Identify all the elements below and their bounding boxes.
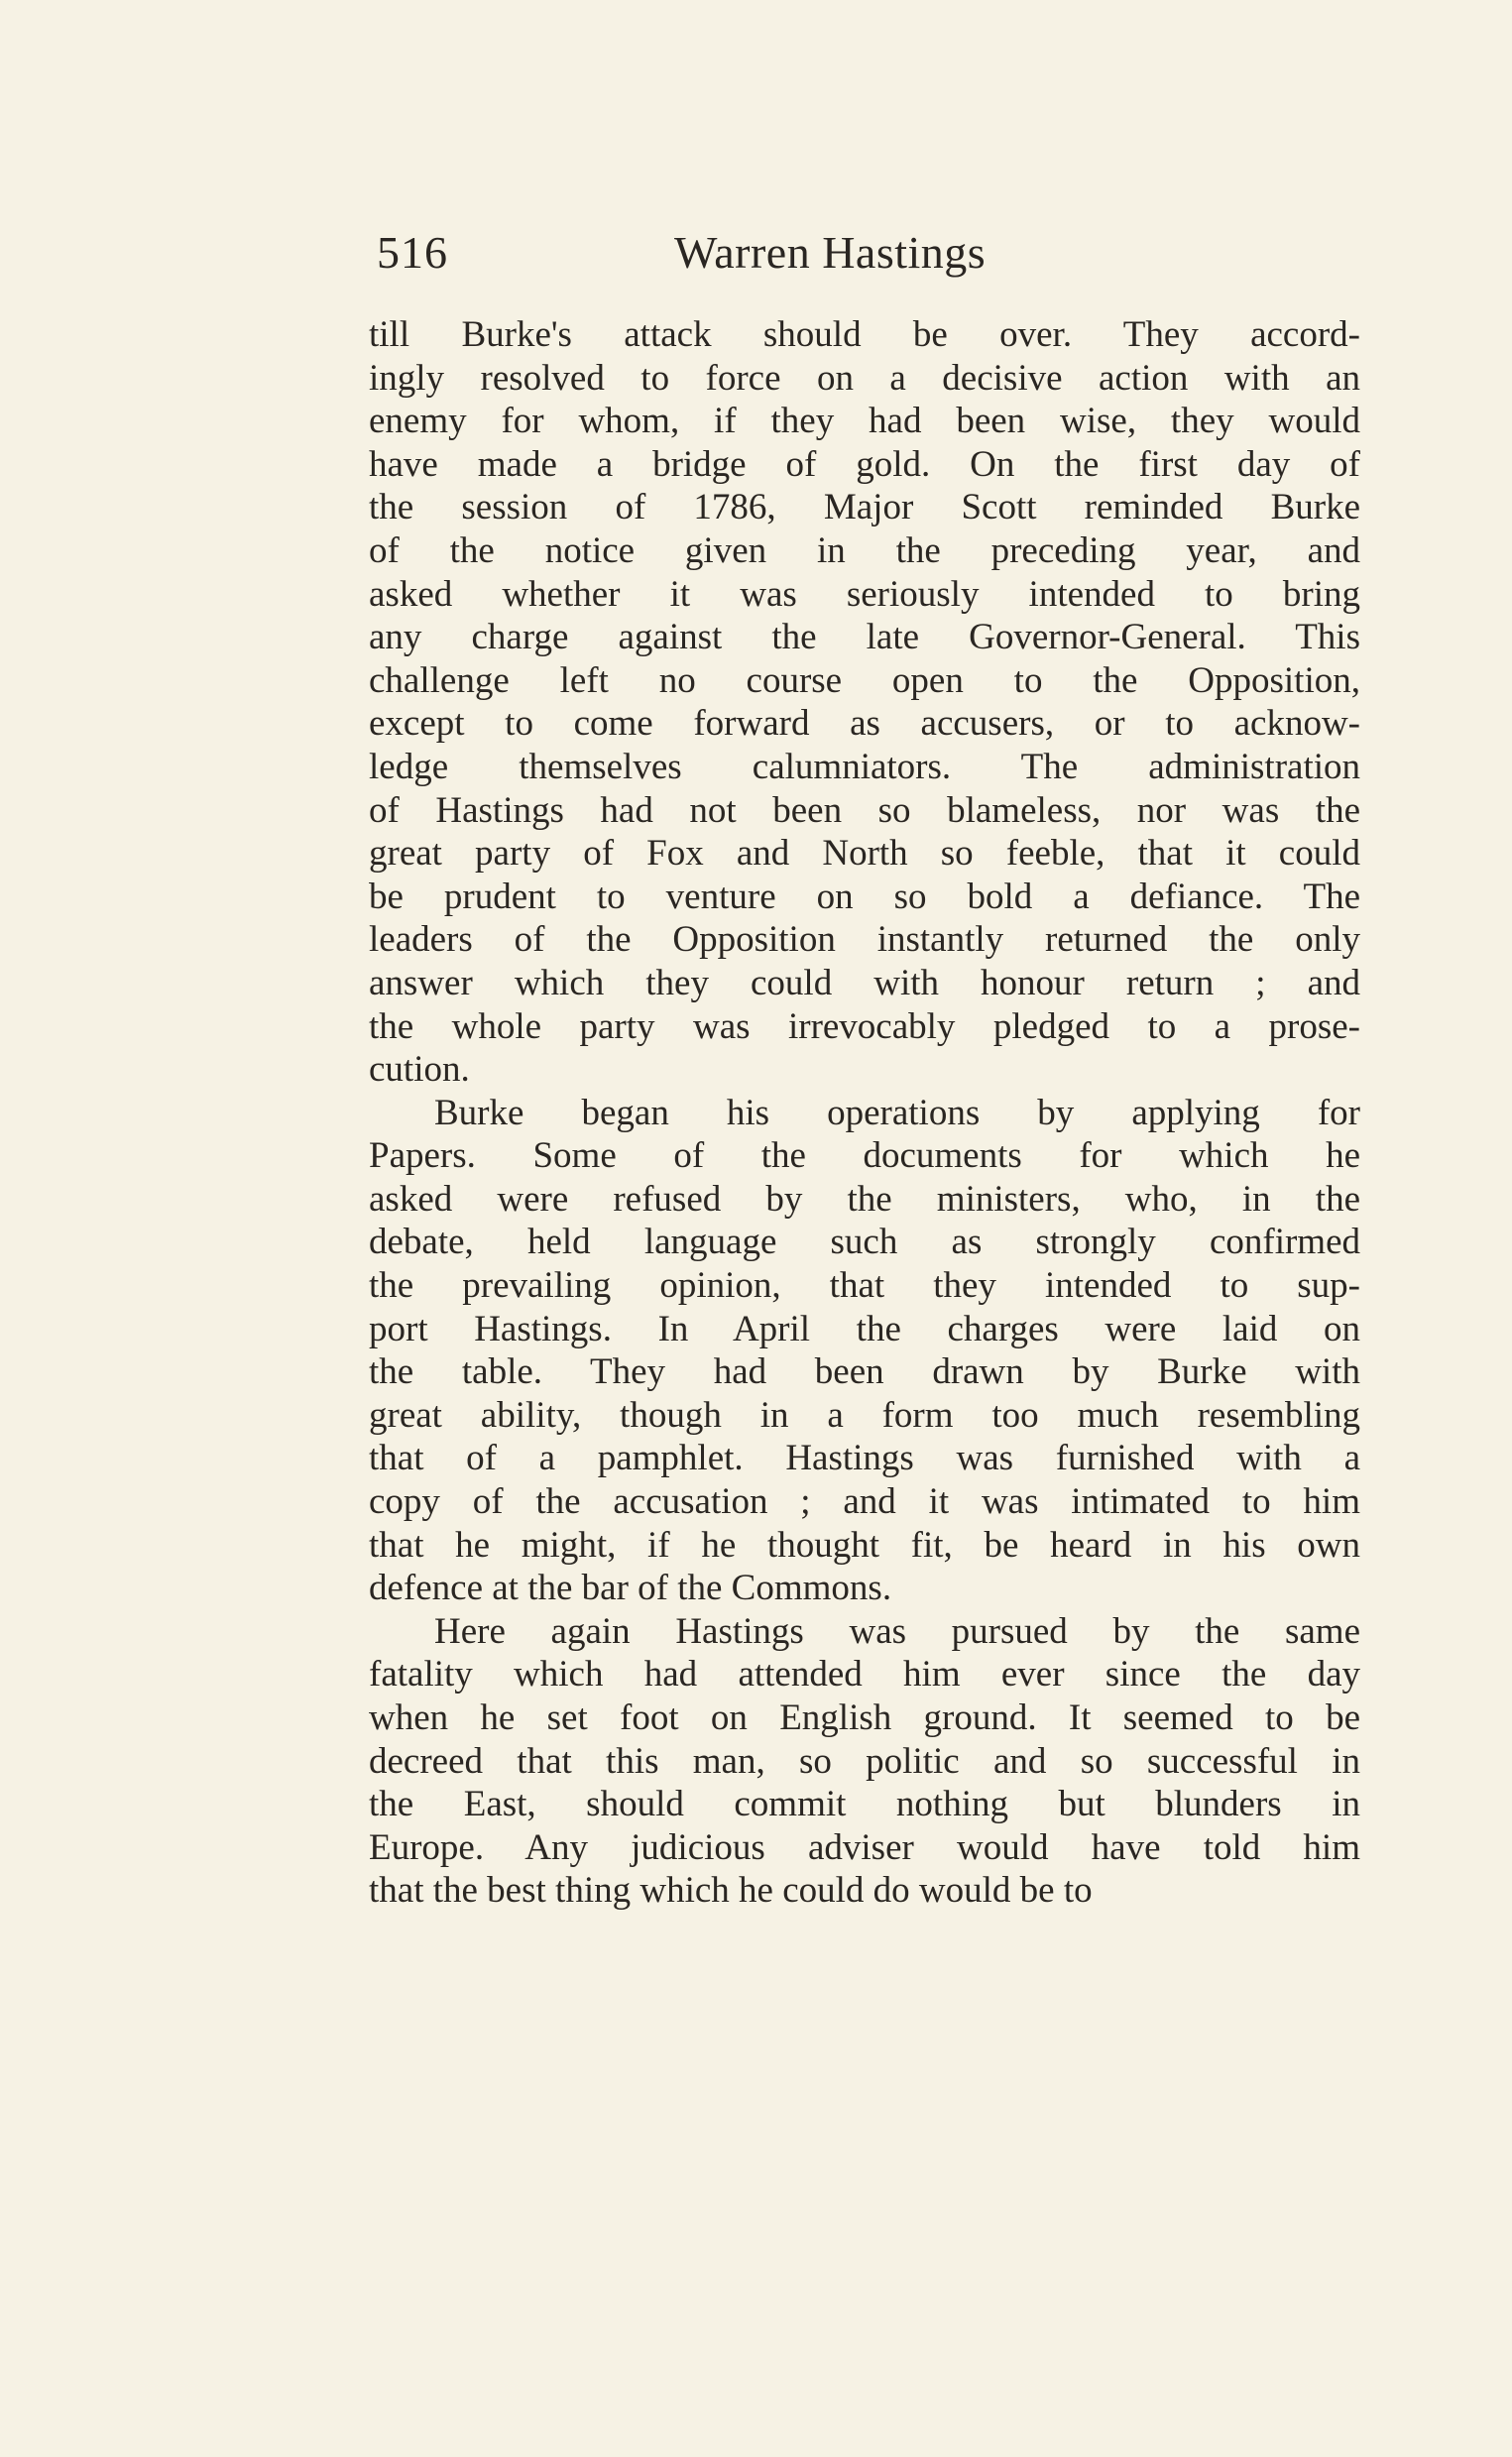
text-line: port Hastings. In April the charges were laid on	[369, 1308, 1360, 1349]
text-line: great ability, though in a form too much resembling	[369, 1394, 1360, 1436]
text-line: when he set foot on English ground. It seemed to be	[369, 1697, 1360, 1738]
text-line: the whole party was irrevocably pledged to a prose-	[369, 1005, 1360, 1047]
text-line: ledge themselves calumniators. The administration	[369, 746, 1360, 787]
text-line: Burke began his operations by applying for	[434, 1092, 1360, 1133]
text-line: great party of Fox and North so feeble, that it could	[369, 833, 1360, 875]
text-line: be prudent to venture on so bold a defiance. The	[369, 876, 1360, 917]
text-line: ingly resolved to force on a decisive action with an	[369, 357, 1360, 399]
text-line: Europe. Any judicious adviser would have told him	[369, 1826, 1360, 1868]
paragraph	[369, 1092, 1360, 1610]
text-line: the prevailing opinion, that they intended to sup-	[369, 1265, 1360, 1307]
text-line: that of a pamphlet. Hastings was furnished with a	[369, 1438, 1360, 1479]
text-line: the East, should commit nothing but blunders in	[369, 1784, 1360, 1825]
text-line: of the notice given in the preceding year, and	[369, 529, 1360, 571]
text-line: debate, held language such as strongly confirmed	[369, 1222, 1360, 1263]
text-line: of Hastings had not been so blameless, nor was the	[369, 789, 1360, 831]
text-line: that he might, if he thought fit, be heard in his own	[369, 1524, 1360, 1566]
page-header	[377, 226, 1358, 286]
text-line: Here again Hastings was pursued by the same	[434, 1610, 1360, 1652]
paragraph	[369, 1610, 1360, 1913]
text-line: till Burke's attack should be over. They accord-	[369, 314, 1360, 355]
text-line: copy of the accusation ; and it was intimated to him	[369, 1481, 1360, 1523]
text-line: decreed that this man, so politic and so successful in	[369, 1740, 1360, 1782]
text-line: defence at the bar of the Commons.	[369, 1568, 892, 1609]
text-line: any charge against the late Governor-General. This	[369, 617, 1360, 658]
text-line: challenge left no course open to the Opposition,	[369, 659, 1360, 701]
text-line: that the best thing which he could do would be to	[369, 1870, 1093, 1912]
text-line: the table. They had been drawn by Burke with	[369, 1351, 1360, 1393]
text-line: enemy for whom, if they had been wise, they would	[369, 401, 1360, 442]
text-line: except to come forward as accusers, or to acknow-	[369, 703, 1360, 745]
text-line: the session of 1786, Major Scott reminded Burke	[369, 487, 1360, 528]
text-line: asked whether it was seriously intended to bring	[369, 573, 1360, 615]
page-number: 516	[377, 227, 448, 278]
body-text	[369, 313, 1360, 1913]
paragraph	[369, 313, 1360, 1092]
text-line: answer which they could with honour return ; and	[369, 962, 1360, 1003]
text-line: fatality which had attended him ever since the day	[369, 1654, 1360, 1696]
running-title: Warren Hastings	[674, 227, 987, 278]
text-line: leaders of the Opposition instantly returned the only	[369, 919, 1360, 961]
text-line: asked were refused by the ministers, who, in the	[369, 1178, 1360, 1220]
text-line: Papers. Some of the documents for which he	[369, 1135, 1360, 1177]
text-line: cution.	[369, 1049, 470, 1091]
text-line: have made a bridge of gold. On the first day of	[369, 443, 1360, 485]
